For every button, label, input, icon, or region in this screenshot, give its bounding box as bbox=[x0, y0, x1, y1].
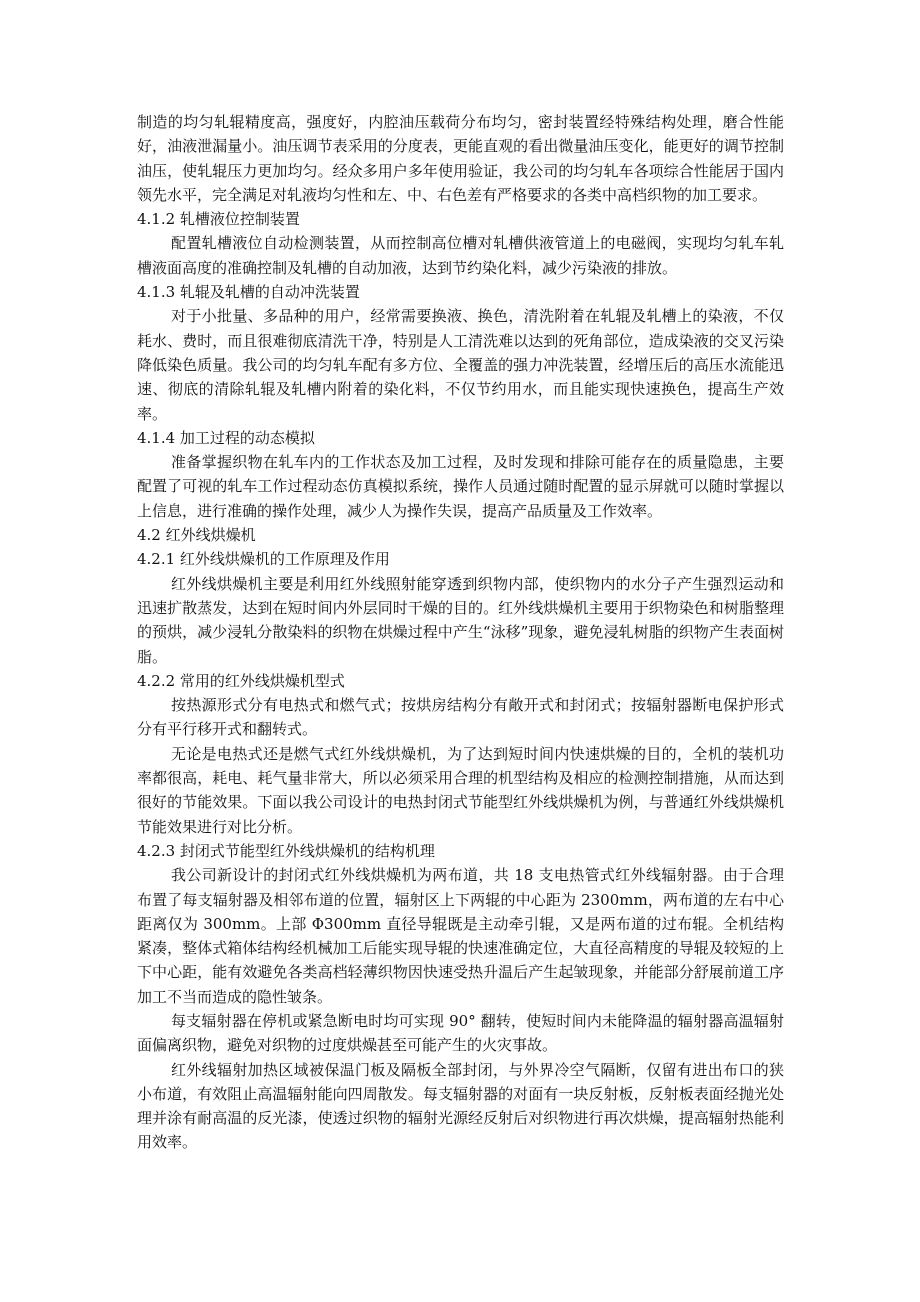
heading-4-2-1: 4.2.1 红外线烘燥机的工作原理及作用 bbox=[137, 550, 390, 569]
paragraph-4-2-3-b: 每支辐射器在停机或紧急断电时均可实现 90° 翻转，使短时间内未能降温的辐射器高温辐射面偏离织物，避免对织物的过度烘燥甚至可能产生的火灾事故。 bbox=[137, 1011, 784, 1055]
paragraph-4-2-3-c: 红外线辐射加热区域被保温门板及隔板全部封闭，与外界冷空气隔断，仅留有进出布口的狭小布道，有效阻止高温辐射能向四周散发。每支辐射器的对面有一块反射板，反射板表面经抛光处理并涂有耐高温的反光漆，使透过织物的辐射光源经反射后对织物进行再次烘燥，提高辐射热能利用效率。 bbox=[137, 1060, 784, 1152]
heading-4-1-4: 4.1.4 加工过程的动态模拟 bbox=[137, 428, 315, 447]
heading-4-1-3: 4.1.3 轧辊及轧槽的自动冲洗装置 bbox=[137, 283, 360, 302]
heading-4-2-2: 4.2.2 常用的红外线烘燥机型式 bbox=[137, 671, 345, 690]
heading-4-2: 4.2 红外线烘燥机 bbox=[137, 526, 256, 545]
heading-4-2-3: 4.2.3 封闭式节能型红外线烘燥机的结构机理 bbox=[137, 841, 435, 860]
paragraph-4-1-4: 准备掌握织物在轧车内的工作状态及加工过程，及时发现和排除可能存在的质量隐患，主要配置了可视的轧车工作过程动态仿真模拟系统，操作人员通过随时配置的显示屏就可以随时掌握以上信息，进行准确的操作处理，减少人为操作失误，提高产品质量及工作效率。 bbox=[137, 453, 784, 520]
paragraph-4-2-2-b: 无论是电热式还是燃气式红外线烘燥机，为了达到短时间内快速烘燥的目的，全机的装机功率都很高，耗电、耗气量非常大，所以必须采用合理的机型结构及相应的检测控制措施，从而达到很好的节能效果。下面以我公司设计的电热封闭式节能型红外线烘燥机为例，与普通红外线烘燥机节能效果进行对比分析。 bbox=[137, 744, 784, 836]
paragraph-4-2-2-a: 按热源形式分有电热式和燃气式；按烘房结构分有敞开式和封闭式；按辐射器断电保护形式分有平行移开式和翻转式。 bbox=[137, 696, 784, 739]
heading-4-1-2: 4.1.2 轧槽液位控制装置 bbox=[137, 210, 300, 229]
paragraph-4-1-2: 配置轧槽液位自动检测装置，从而控制高位槽对轧槽供液管道上的电磁阀，实现均匀轧车轧槽液面高度的准确控制及轧槽的自动加液，达到节约染化料，减少污染液的排放。 bbox=[137, 234, 784, 277]
document-page bbox=[137, 110, 784, 1155]
paragraph-4-2-1: 红外线烘燥机主要是利用红外线照射能穿透到织物内部，使织物内的水分子产生强烈运动和迅速扩散蒸发，达到在短时间内外层同时干燥的目的。红外线烘燥机主要用于织物染色和树脂整理的预烘，减少浸轧分散染料的织物在烘燥过程中产生“泳移”现象，避免浸轧树脂的织物产生表面树脂。 bbox=[137, 574, 784, 666]
paragraph-4-1-3: 对于小批量、多品种的用户，经常需要换液、换色，清洗附着在轧辊及轧槽上的染液，不仅耗水、费时，而且很难彻底清洗干净，特别是人工清洗难以达到的死角部位，造成染液的交叉污染降低染色质量。我公司的均匀轧车配有多方位、全覆盖的强力冲洗装置，经增压后的高压水流能迅速、彻底的清除轧辊及轧槽内附着的染化料，不仅节约用水，而且能实现快速换色，提高生产效率。 bbox=[137, 307, 784, 423]
paragraph-4-2-3-a: 我公司新设计的封闭式红外线烘燥机为两布道，共 18 支电热管式红外线辐射器。由于合理布置了每支辐射器及相邻布道的位置，辐射区上下两辊的中心距为 2300mm，两布道的左右中心距离仅为 300mm。上部 Φ300mm 直径导辊既是主动牵引辊，又是两布道的过布辊。全机结构紧凑，整体式箱体结构经机械加工后能实现导辊的快速准确定位，大直径高精度的导辊及较短的上下中心距，能有效避免各类高档轻薄织物因快速受热升温后产生起皱现象，并能部分舒展前道工序加工不当而造成的隐性皱条。 bbox=[137, 866, 784, 1006]
paragraph-roller-precision: 制造的均匀轧辊精度高，强度好，内腔油压载荷分布均匀，密封装置经特殊结构处理，磨合性能好，油液泄漏量小。油压调节表采用的分度表，更能直观的看出微量油压变化，能更好的调节控制油压，使轧辊压力更加均匀。经众多用户多年使用验证，我公司的均匀轧车各项综合性能居于国内领先水平，完全满足对轧液均匀性和左、中、右色差有严格要求的各类中高档织物的加工要求。 bbox=[137, 113, 784, 204]
